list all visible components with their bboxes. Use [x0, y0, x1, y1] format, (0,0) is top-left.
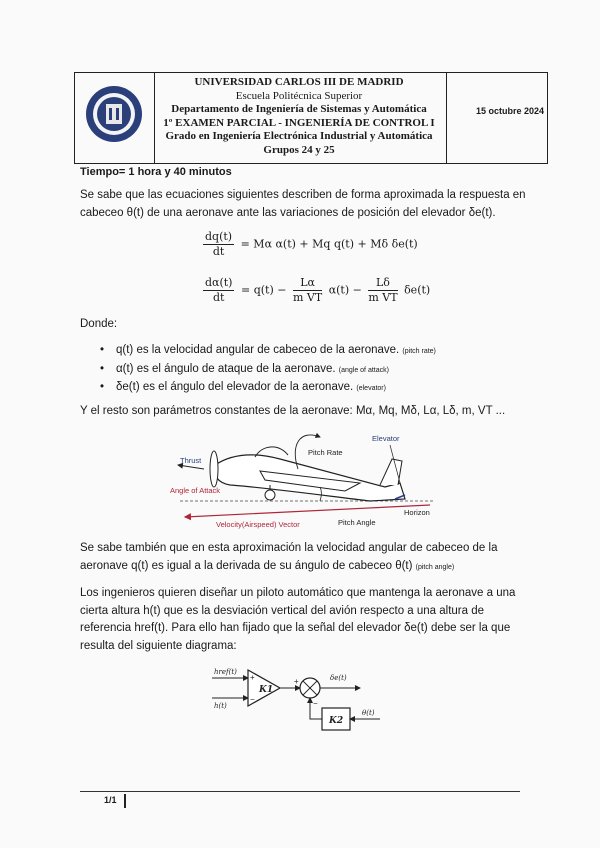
- paragraph-autopilot: Los ingenieros quieren diseñar un piloto automático que mantenga la aeronave a una cierta altura h(t) que es la desviación vertical del avión respecto a una altura de referencia href(t). Para ello han fijado que la señal del elevador δe(t) debe ser la que resulta del siguiente diagrama:: [80, 587, 516, 652]
- exam-title: 1º EXAMEN PARCIAL - INGENIERÍA DE CONTROL I: [163, 116, 435, 129]
- tail-fin: [380, 459, 402, 485]
- elevator-label: Elevator: [372, 434, 400, 443]
- paragraph-pitch-rate: [80, 540, 528, 576]
- k1-minus-sign: −: [250, 695, 255, 704]
- delta-e-label: δe(t): [330, 674, 347, 682]
- thrust-arrow: [178, 465, 204, 469]
- eq2-rhs-c: δe(t): [404, 283, 431, 297]
- parameters-line: Y el resto son parámetros constantes de la aeronave: Mα, Mq, Mδ, Lα, Lδ, m, VT ...: [80, 405, 506, 417]
- control-block-diagram: [210, 660, 400, 736]
- propeller: [210, 451, 218, 487]
- eq1-lhs-numerator: dq(t): [205, 230, 233, 243]
- footer-bar: [124, 794, 126, 808]
- eq1-lhs-denominator: dt: [212, 245, 225, 258]
- header-left-border: [74, 72, 75, 164]
- k1-plus-sign: +: [250, 673, 255, 682]
- exam-header: [74, 72, 548, 164]
- bullet-text: q(t) es la velocidad angular de cabeceo de la aeronave.: [116, 344, 400, 356]
- bullet-note: (angle of attack): [338, 366, 389, 374]
- bullet-note: (pitch rate): [402, 348, 436, 355]
- bullet-text: δe(t) es el ángulo del elevador de la aeronave.: [116, 381, 354, 393]
- equation-1: [200, 230, 418, 259]
- velocity-label: Velocity(Airspeed) Vector: [216, 520, 300, 529]
- theta-label: θ(t): [362, 709, 375, 717]
- paragraph-pitch-rate-text: Se sabe también que en esta aproximación la velocidad angular de cabeceo de la aeronave q(t) es igual a la derivada de su ángulo de cabeceo θ(t): [80, 542, 498, 572]
- list-item: [100, 361, 436, 380]
- equation-2: [200, 276, 430, 305]
- horizon-label: Horizon: [404, 508, 430, 517]
- eq2-frac2-numerator: Lδ: [368, 276, 397, 291]
- k2-label: K2: [329, 716, 344, 726]
- groups-label: Grupos 24 y 25: [263, 143, 335, 156]
- header-divider-2: [446, 72, 447, 164]
- thrust-label: Thrust: [180, 456, 202, 465]
- eq2-rhs-b: α(t) −: [328, 283, 362, 297]
- eq2-frac1-denominator: m VT: [292, 291, 323, 304]
- list-item: [100, 342, 436, 361]
- eq2-frac1-numerator: Lα: [293, 276, 322, 291]
- angle-of-attack-label: Angle of Attack: [170, 486, 221, 495]
- eq2-rhs-a: = q(t) −: [240, 283, 287, 297]
- paragraph-pitch-rate-note: (pitch angle): [415, 563, 455, 571]
- degree-name: Grado en Ingeniería Electrónica Industrial y Automática: [165, 130, 433, 142]
- intro-paragraph: Se sabe que las ecuaciones siguientes describen de forma aproximada la respuesta en cabeceo θ(t) de una aeronave ante las variaciones de posición del elevador δe(t).: [80, 189, 526, 219]
- velocity-vector: [185, 505, 430, 517]
- eq2-frac2-denominator: m VT: [368, 291, 398, 304]
- front-wheel: [265, 490, 275, 500]
- k1-label: K1: [259, 685, 274, 695]
- time-limit: Tiempo= 1 hora y 40 minutos: [80, 166, 232, 178]
- href-label: href(t): [214, 668, 237, 676]
- list-item: [100, 379, 436, 398]
- header-right-border: [547, 72, 548, 164]
- junction-minus-sign: −: [313, 699, 318, 708]
- department-name: Departamento de Ingeniería de Sistemas y Automática: [171, 103, 427, 115]
- variable-list: [100, 342, 436, 398]
- junction-plus-sign: +: [294, 677, 299, 686]
- donde-label: Donde:: [80, 318, 118, 330]
- bullet-text: α(t) es el ángulo de ataque de la aeronave.: [116, 362, 336, 375]
- header-divider-1: [154, 72, 155, 164]
- h-label: h(t): [214, 702, 227, 710]
- university-name: UNIVERSIDAD CARLOS III DE MADRID: [194, 76, 404, 88]
- exam-date: 15 octubre 2024: [475, 106, 544, 116]
- aircraft-diagram: [170, 425, 450, 533]
- header-top-border: [74, 72, 548, 73]
- header-titles: [156, 76, 442, 157]
- eq2-lhs-numerator: dα(t): [205, 276, 233, 289]
- page-number: 1/1: [104, 795, 117, 805]
- eq2-lhs-denominator: dt: [213, 291, 225, 304]
- pitch-angle-label: Pitch Angle: [338, 518, 376, 527]
- bullet-note: (elevator): [356, 385, 386, 392]
- pitch-rate-label: Pitch Rate: [308, 448, 343, 457]
- university-logo: [84, 84, 144, 144]
- footer-line: [80, 791, 520, 792]
- eq1-rhs: = Mα α(t) + Mq q(t) + Mδ δe(t): [240, 237, 418, 251]
- school-name: Escuela Politécnica Superior: [235, 89, 363, 102]
